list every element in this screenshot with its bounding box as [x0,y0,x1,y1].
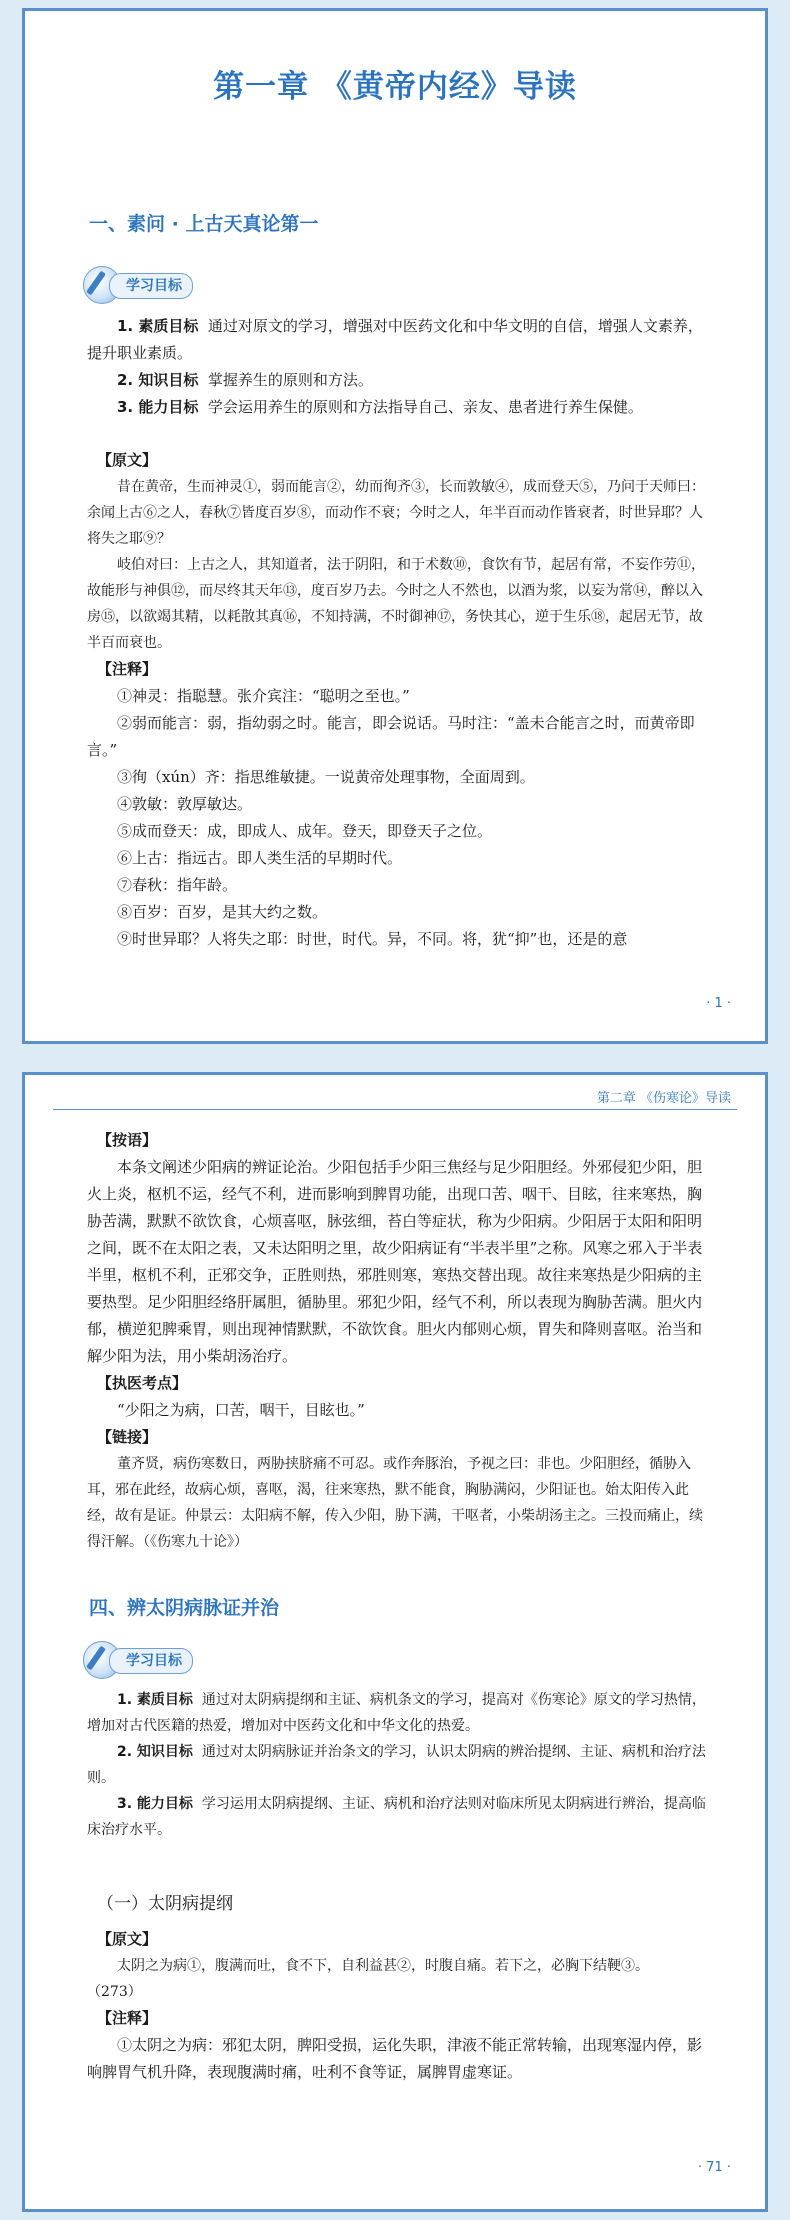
original-paragraph: 岐伯对曰：上古之人，其知道者，法于阴阳，和于术数⑩，食饮有节，起居有常，不妄作劳⑪，故能形与神俱⑫，而尽终其天年⑬，度百岁乃去。今时之人不然也，以酒为浆，以妄为常⑭，醉以入房⑮，以欲竭其精，以耗散其真⑯，不知持满，不时御神⑰，务快其心，逆于生乐⑱，起居无节，故半百而衰也。 [87,557,705,651]
commentary-block [87,1127,711,1555]
learning-goals [87,1687,711,1843]
exam-label: 【执医考点】 [97,1374,188,1392]
commentary-text: 本条文阐述少阳病的辨证论治。少阳包括手少阳三焦经与足少阳胆经。外邪侵犯少阳，胆火上炎，枢机不运，经气不利，进而影响到脾胃功能，出现口苦、咽干、目眩，往来寒热，胸胁苦满，默默不欲饮食，心烦喜呕，脉弦细，苔白等症状，称为少阳病。少阳居于太阳和阳明之间，既不在太阳之表，又未达阳明之里，故少阳病证有“半表半里”之称。风寒之邪入于半表半里，枢机不利，正邪交争，正胜则热，邪胜则寒，寒热交替出现。故往来寒热是少阳病的主要热型。足少阳胆经络肝属胆，循胁里。邪犯少阳，经气不利，所以表现为胸胁苦满。胆火内郁，横逆犯脾乘胃，则出现神情默默，不欲饮食。胆火内郁则心烦，胃失和降则喜呕。治当和解少阳为法，用小柴胡汤治疗。 [87,1158,703,1365]
running-head: 第二章 《伤寒论》导读 [596,1091,731,1106]
link-label: 【链接】 [97,1428,158,1446]
section-heading: 四、辨太阴病脉证并治 [89,1597,280,1619]
notes-label: 【注释】 [97,2009,158,2027]
note-item: ④敦敏：敦厚敏达。 [117,795,253,813]
note-item: ①神灵：指聪慧。张介宾注：“聪明之至也。” [117,687,410,705]
note-item: ①太阴之为病：邪犯太阴，脾阳受损，运化失职，津液不能正常转输，出现寒湿内停，影响脾胃气机升降，表现腹满时痛，吐利不食等证，属脾胃虚寒证。 [87,2036,703,2081]
goal-item: 2. 知识目标 掌握养生的原则和方法。 [117,371,373,389]
section-heading: 一、素问 · 上古天真论第一 [89,213,319,235]
original-text: 太阴之为病①，腹满而吐，食不下，自利益甚②，时腹自痛。若下之，必胸下结鞕③。 [117,1958,649,1974]
chapter-title: 第一章 《黄帝内经》导读 [213,69,577,105]
note-item: ②弱而能言：弱，指幼弱之时。能言，即会说话。马时注：“盖未合能言之时，而黄帝即言。” [87,714,695,759]
original-label: 【原文】 [97,451,158,469]
note-item: ⑦春秋：指年龄。 [117,876,238,894]
goal-item: 3. 能力目标 学会运用养生的原则和方法指导自己、亲友、患者进行养生保健。 [117,398,643,416]
note-item: ⑤成而登天：成，即成人、成年。登天，即登天子之位。 [117,822,493,840]
commentary-label: 【按语】 [97,1131,158,1149]
book-page-2 [22,1072,768,2212]
book-page-1 [22,8,768,1044]
original-ref: （273） [87,1984,142,2000]
original-text [87,447,711,953]
goal-item: 3. 能力目标 学习运用太阴病提纲、主证、病机和治疗法则对临床所见太阴病进行辨治，提高临床治疗水平。 [87,1796,706,1838]
goal-item: 1. 素质目标 通过对原文的学习，增强对中医药文化和中华文明的自信，增强人文素养，提升职业素质。 [87,317,703,362]
learning-goals-badge: 学习目标 [83,266,223,304]
learning-goals-badge: 学习目标 [83,1641,223,1679]
note-item: ⑥上古：指远古。即人类生活的早期时代。 [117,849,403,867]
note-item: ⑧百岁：百岁，是其大约之数。 [117,903,328,921]
goal-item: 1. 素质目标 通过对太阴病提纲和主证、病机条文的学习，提高对《伤寒论》原文的学习热情，增加对古代医籍的热爱，增加对中医药文化和中华文化的热爱。 [87,1692,706,1734]
taiyin-block [87,1891,711,2086]
exam-point: “少阳之为病，口苦，咽干，目眩也。” [117,1401,365,1419]
subsection-heading: （一）太阴病提纲 [97,1894,233,1914]
learning-goals [87,313,711,421]
link-text: 董齐贤，病伤寒数日，两胁挟脐痛不可忍。或作奔豚治，予视之曰：非也。少阳胆经，循胁入耳，邪在此经，故病心烦，喜呕，渴，往来寒热，默不能食，胸胁满闷，少阳证也。始太阳传入此经，故有是证。仲景云：太阳病不解，传入少阳，胁下满，干呕者，小柴胡汤主之。三投而痛止，续得汗解。（《伤寒九十论》） [87,1456,703,1550]
note-item: ⑨时世异耶？人将失之耶：时世，时代。异，不同。将，犹“抑”也，还是的意 [117,930,628,948]
original-paragraph: 昔在黄帝，生而神灵①，弱而能言②，幼而徇齐③，长而敦敏④，成而登天⑤，乃问于天师曰：余闻上古⑥之人，春秋⑦皆度百岁⑧，而动作不衰；今时之人，年半百而动作皆衰者，时世异耶？人将失之耶⑨？ [87,479,705,547]
goal-item: 2. 知识目标 通过对太阴病脉证并治条文的学习，认识太阴病的辨治提纲、主证、病机和治疗法则。 [87,1744,706,1786]
notes-label: 【注释】 [97,660,158,678]
page-number: · 71 · [697,2160,731,2175]
page-number: · 1 · [706,996,731,1011]
header-divider [53,1109,737,1110]
original-label: 【原文】 [97,1930,158,1948]
note-item: ③徇（xún）齐：指思维敏捷。一说黄帝处理事物，全面周到。 [117,768,535,786]
